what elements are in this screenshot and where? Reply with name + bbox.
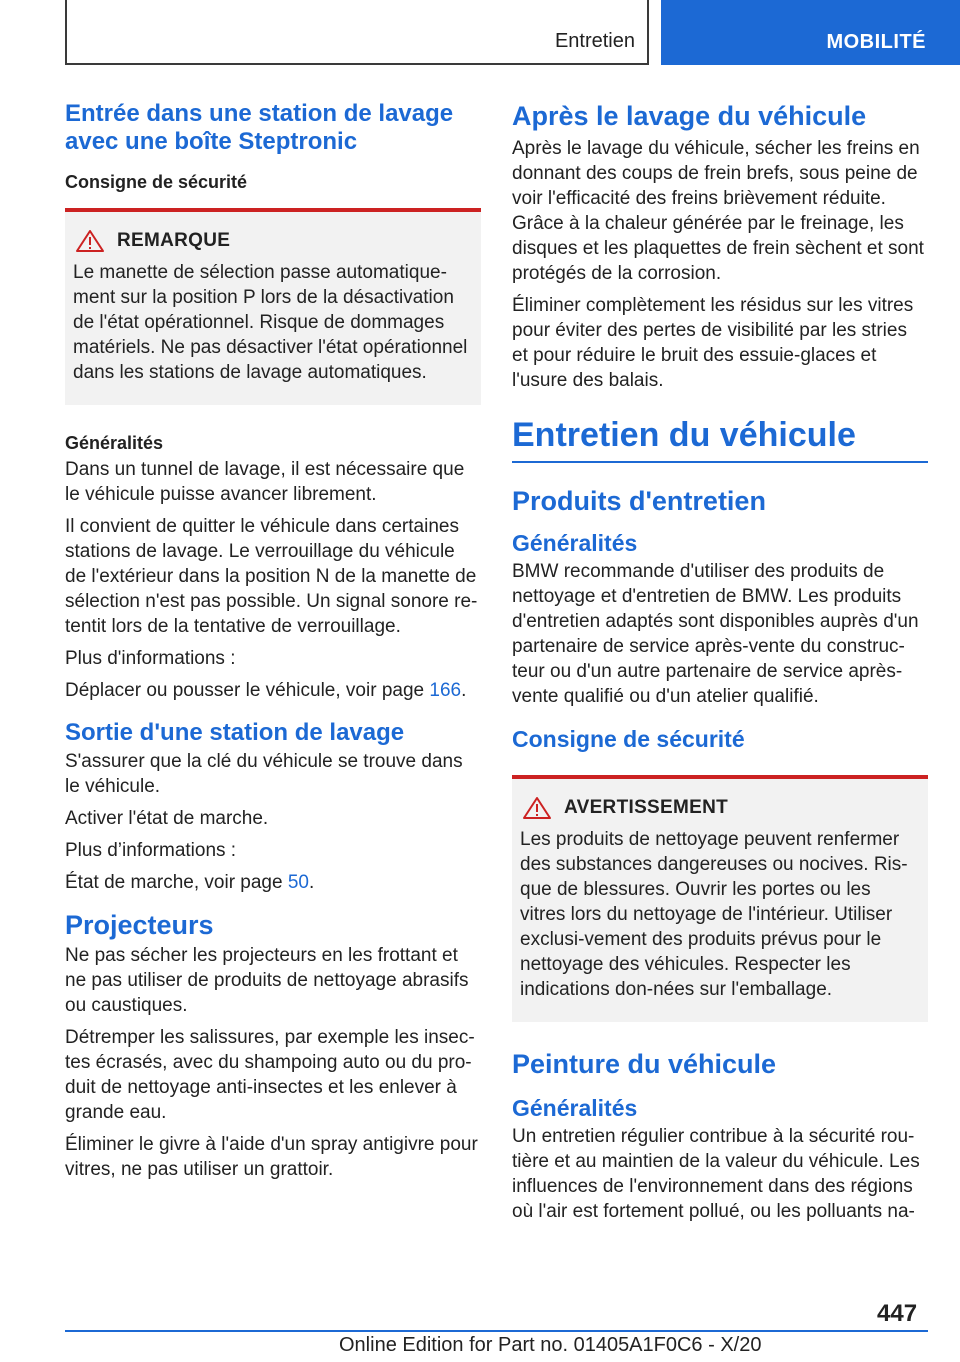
paragraph: Ne pas sécher les projecteurs en les frottant et ne pas utiliser de produits de nettoyage abrasifs ou caustiques. <box>65 945 469 1016</box>
heading-vehicle-care: Entretien du véhicule <box>512 416 856 454</box>
heading-entry-steptronic: Entrée dans une station de lavage avec une boîte Steptronic <box>65 100 454 155</box>
notice-header <box>520 795 920 821</box>
header-chapter-title: MOBILITÉ <box>826 31 926 53</box>
footer-rule <box>65 1330 928 1332</box>
notice-header <box>73 228 473 254</box>
heading-care-products: Produits d'entretien <box>512 486 766 516</box>
paragraph-reference: État de marche, voir page 50. <box>65 872 315 893</box>
warning-triangle-icon <box>522 796 552 820</box>
paragraph: Détremper les salissures, par exemple les insec-tes écrasés, avec du shampoing auto ou du pro-duit de nettoyage anti-insectes et les enlever à grande eau. <box>65 1027 475 1123</box>
notice-title: REMARQUE <box>117 230 231 251</box>
page-link-166[interactable]: 166 <box>429 680 462 701</box>
heading-underline <box>512 461 928 463</box>
heading-safety-note: Consigne de sécurité <box>512 726 745 752</box>
notice-title: AVERTISSEMENT <box>564 797 729 818</box>
paragraph: Activer l'état de marche. <box>65 808 269 829</box>
heading-generalites: Généralités <box>512 530 638 556</box>
right-column <box>512 100 928 1231</box>
notice-avertissement <box>512 775 928 1022</box>
notice-text: Le manette de sélection passe automatique-ment sur la position P lors de la désactivation de l'état opérationnel. Risque de dommages matériels. Ne pas désactiver l'état opérationnel dans les stations de lavage automatiques. <box>73 262 468 383</box>
paragraph: Un entretien régulier contribue à la sécurité rou-tière et au maintien de la valeur du véhicule. Les influences de l'environnement dans des régions où l'air est fortement pollué, ou les polluants na- <box>512 1126 920 1222</box>
paragraph: Plus d’informations : <box>65 840 237 861</box>
page-link-50[interactable]: 50 <box>287 872 309 893</box>
footer-edition: Online Edition for Part no. 01405A1F0C6 - X/20 <box>339 1334 762 1356</box>
heading-generalites: Généralités <box>65 433 164 453</box>
header-section-box <box>65 0 649 65</box>
notice-text: Les produits de nettoyage peuvent renfermer des substances dangereuses ou nocives. Ris-que de blessures. Ouvrir les portes ou les vitres lors du nettoyage de l'intérieur. Utiliser exclusi-vement des produits prévus pour le nettoyage des véhicules. Respecter les indications don-nées sur l'emballage. <box>520 829 908 1000</box>
heading-exit-carwash: Sortie d'une station de lavage <box>65 719 405 746</box>
paragraph: BMW recommande d'utiliser des produits de nettoyage et d'entretien de BMW. Les produits d'entretien adaptés sont disponibles auprès d'un partenaire de service après-vente du construc-teur ou d'un autre partenaire de service après-vente qualifié ou d'un atelier qualifié. <box>512 561 919 707</box>
paragraph-reference: Déplacer ou pousser le véhicule, voir page 166. <box>65 680 467 701</box>
paragraph: S'assurer que la clé du véhicule se trouve dans le véhicule. <box>65 751 463 797</box>
header-section-title: Entretien <box>554 30 635 52</box>
heading-projecteurs: Projecteurs <box>65 910 214 940</box>
heading-paint: Peinture du véhicule <box>512 1049 777 1079</box>
paragraph: Éliminer le givre à l'aide d'un spray antigivre pour vitres, ne pas utiliser un grattoir. <box>65 1134 478 1180</box>
paragraph: Plus d'informations : <box>65 648 236 669</box>
warning-triangle-icon <box>75 229 105 253</box>
paragraph: Après le lavage du véhicule, sécher les freins en donnant des coups de frein brefs, sous peine de voir l'efficacité des freins brièvement réduite. Grâce à la chaleur générée par le freinage, les disques et les plaquettes de frein sèchent et sont protégés de la corrosion. <box>512 138 924 284</box>
header-chapter-tab[interactable] <box>661 0 960 65</box>
page-number: 447 <box>877 1300 918 1327</box>
paragraph: Éliminer complètement les résidus sur les vitres pour éviter des pertes de visibilité par les stries et pour réduire le bruit des essuie-glaces et l'usure des balais. <box>512 295 914 391</box>
heading-after-wash: Après le lavage du véhicule <box>512 101 867 131</box>
paragraph: Dans un tunnel de lavage, il est nécessaire que le véhicule puisse avancer librement. <box>65 459 465 505</box>
paragraph: Il convient de quitter le véhicule dans certaines stations de lavage. Le verrouillage du véhicule de l'extérieur dans la position N de la manette de sélection n'est pas possible. Un signal sonore re-tentit lors de la tentative de verrouillage. <box>65 516 478 637</box>
heading-generalites: Généralités <box>512 1095 638 1121</box>
heading-safety-note: Consigne de sécurité <box>65 172 248 192</box>
notice-remarque <box>65 208 481 405</box>
left-column <box>65 100 481 1189</box>
